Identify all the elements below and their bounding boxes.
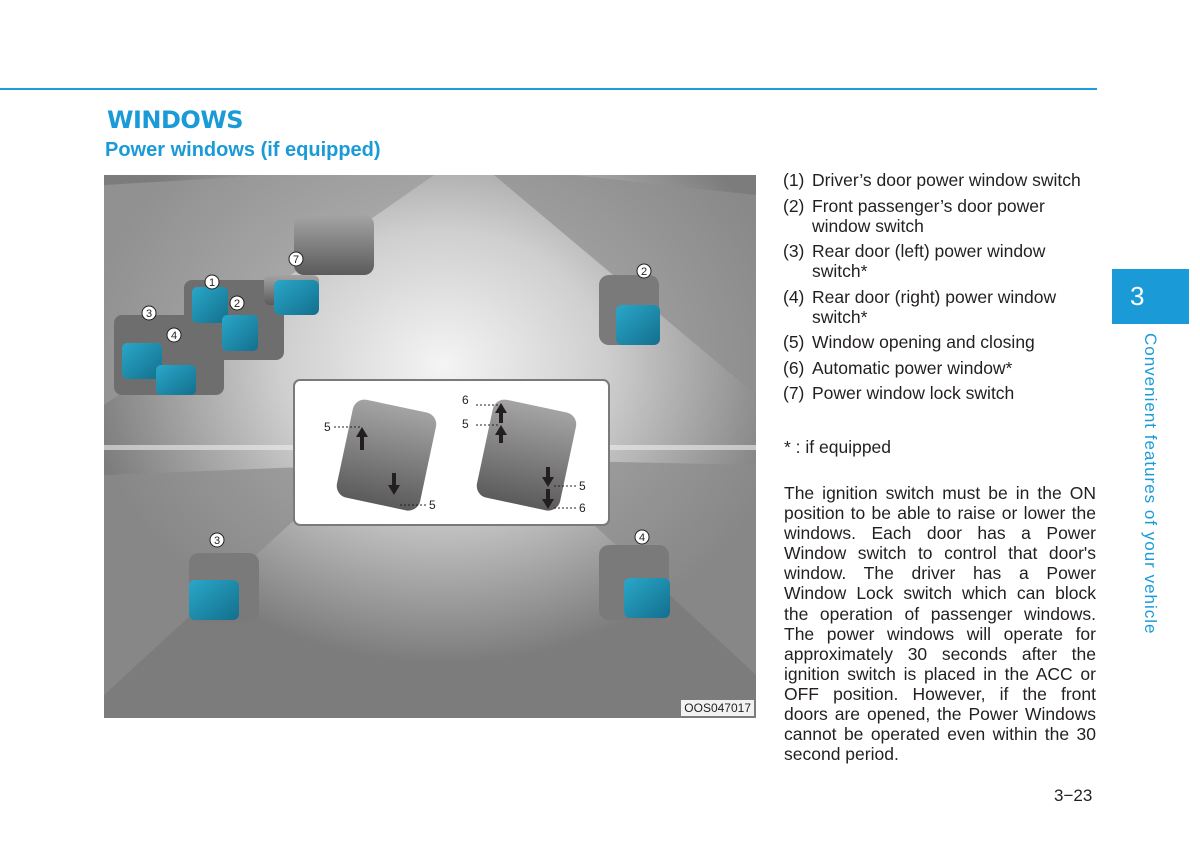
- callout-4: 4: [170, 330, 178, 342]
- legend-item: [783, 332, 1103, 352]
- subsection-title: Power windows (if equipped): [105, 139, 381, 161]
- legend-num: (5): [783, 332, 805, 352]
- legend-num: (7): [783, 383, 805, 403]
- legend-item: [783, 170, 1103, 190]
- inset-label-5-down: 5: [429, 498, 436, 512]
- callout-7: 7: [292, 254, 300, 266]
- callout-4-rear: 4: [638, 532, 646, 544]
- chapter-tab: 3: [1112, 269, 1189, 324]
- legend-num: (1): [783, 170, 805, 190]
- legend-item: [783, 358, 1103, 378]
- legend-item: [783, 383, 1103, 403]
- legend-item: [783, 287, 1103, 327]
- section-title: WINDOWS: [107, 106, 244, 134]
- legend-text: Driver’s door power window switch: [812, 170, 1081, 190]
- legend-list: [783, 170, 1103, 409]
- callout-2: 2: [233, 298, 241, 310]
- power-window-illustration: [104, 175, 756, 718]
- legend-text: Rear door (right) power window switch*: [812, 286, 1057, 327]
- callout-3-rear: 3: [213, 535, 221, 547]
- inset-label-5-down-auto: 5: [579, 479, 586, 493]
- inset-label-5-up: 5: [324, 420, 331, 434]
- footnote: * : if equipped: [784, 437, 892, 457]
- header-rule: [0, 88, 1097, 90]
- callout-2-passenger: 2: [640, 266, 648, 278]
- callout-3: 3: [145, 308, 153, 320]
- door-panel-drawing: [104, 175, 756, 718]
- inset-label-6-down: 6: [579, 501, 586, 515]
- legend-text: Window opening and closing: [812, 332, 1035, 352]
- legend-text: Power window lock switch: [812, 383, 1015, 403]
- inset-label-6-up: 6: [462, 393, 469, 407]
- page-number: 3−23: [1054, 786, 1093, 805]
- chapter-title: Convenient features of your vehicle: [1141, 333, 1160, 635]
- legend-num: (3): [783, 241, 805, 261]
- legend-text: Rear door (left) power window switch*: [812, 241, 1046, 281]
- legend-text: Front passenger’s door power window switch: [812, 195, 1045, 236]
- legend-num: (2): [783, 195, 805, 216]
- legend-item: [783, 241, 1103, 281]
- legend-num: (6): [783, 357, 805, 378]
- figure-code: OOS047017: [681, 700, 754, 716]
- inset-label-5-up-auto: 5: [462, 417, 469, 431]
- legend-num: (4): [783, 286, 805, 307]
- legend-item: [783, 196, 1103, 236]
- callout-1: 1: [208, 277, 216, 289]
- body-paragraph: The ignition switch must be in the ON position to be able to raise or lower the windows. Each door has a Power Window switch to control that door's window. The driver has a Power Window Lock switch which can block the operation of passenger windows. The power windows will operate for approximately 30 seconds after the ignition switch is placed in the ACC or OFF position. However, if the front doors are opened, the Power Windows cannot be operated even within the 30 second period.: [784, 483, 1096, 765]
- legend-text: Automatic power window*: [812, 357, 1013, 378]
